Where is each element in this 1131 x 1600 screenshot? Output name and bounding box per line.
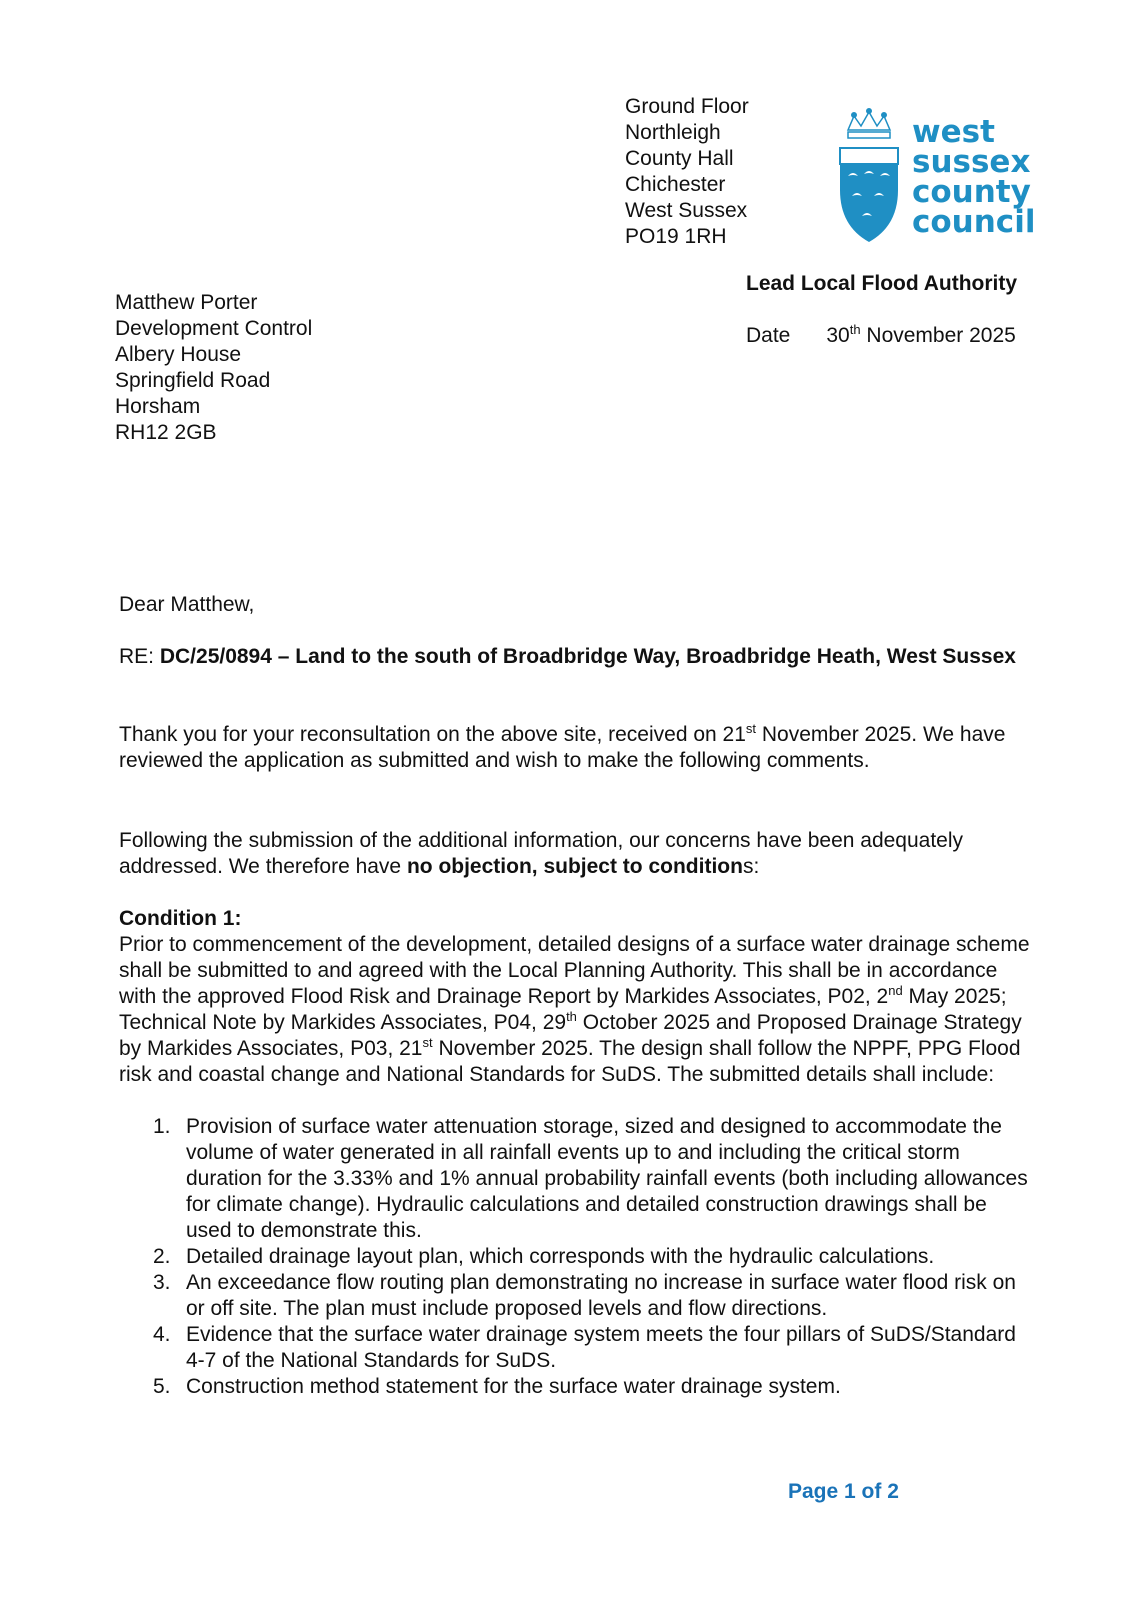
list-item-text: Detailed drainage layout plan, which corresponds with the hydraulic calculations. (186, 1245, 935, 1268)
list-item (119, 1322, 1034, 1374)
intro-text: Thank you for your reconsultation on the above site, received on 21 (119, 723, 746, 746)
page-number: Page 1 of 2 (788, 1480, 899, 1503)
logo-text-line: council (912, 204, 1036, 240)
decision-text-end: s: (742, 855, 760, 878)
list-item-number: 3. (153, 1271, 171, 1294)
list-item-number: 4. (153, 1323, 171, 1346)
list-item (119, 1270, 1034, 1322)
recipient-address (115, 290, 312, 446)
salutation: Dear Matthew, (119, 593, 255, 616)
logo-text-line: county (912, 174, 1031, 210)
list-item (119, 1374, 1034, 1400)
list-item-number: 5. (153, 1375, 171, 1398)
sender-address-line: Ground Floor (625, 95, 749, 118)
list-item-text: Evidence that the surface water drainage system meets the four pillars of SuDS/Standard 4-7 of the National Standards for SuDS. (186, 1323, 1016, 1372)
sender-address-line: County Hall (625, 147, 734, 170)
list-item-number: 1. (153, 1115, 171, 1138)
date-label: Date (746, 324, 791, 347)
sender-address-line: PO19 1RH (625, 225, 727, 248)
condition-text-part: May 2025; Technical Note by Markides Associates, P04, 29 (119, 985, 1007, 1034)
intro-paragraph (119, 722, 1034, 774)
list-item (119, 1114, 1034, 1244)
list-item-text: Construction method statement for the surface water drainage system. (186, 1375, 841, 1398)
re-subject-line (119, 644, 1034, 670)
recipient-address-line: Horsham (115, 395, 201, 418)
condition-date-suffix: th (566, 1009, 577, 1024)
recipient-address-line: Albery House (115, 343, 242, 366)
sender-address-line: Chichester (625, 173, 726, 196)
sender-address-line: West Sussex (625, 199, 748, 222)
west-sussex-county-council-logo (834, 108, 1056, 248)
re-subject: DC/25/0894 – Land to the south of Broadbridge Way, Broadbridge Heath, West Sussex (159, 645, 1016, 668)
condition-heading: Condition 1: (119, 907, 242, 930)
list-item (119, 1244, 1034, 1270)
decision-paragraph (119, 828, 1034, 880)
date-month-year: November 2025 (860, 324, 1016, 347)
logo-text-line: sussex (912, 144, 1031, 180)
logo-text-line: west (912, 114, 995, 150)
condition-requirements-list (119, 1114, 1034, 1400)
condition-date-suffix: nd (888, 983, 903, 998)
sender-address-line: Northleigh (625, 121, 721, 144)
condition-text (119, 932, 1034, 1088)
condition-text-part: October 2025 and Proposed Drainage Strategy by Markides Associates, P03, 21 (119, 1011, 1022, 1060)
date-suffix: th (849, 322, 861, 337)
authority-name: Lead Local Flood Authority (746, 272, 1018, 295)
recipient-address-line: RH12 2GB (115, 421, 217, 444)
sender-address (625, 94, 749, 250)
recipient-address-line: Development Control (115, 317, 313, 340)
list-item-number: 2. (153, 1245, 171, 1268)
decision-emphasis: no objection, subject to condition (406, 855, 743, 878)
date-day: 30 (826, 324, 850, 347)
letter-date (746, 324, 1016, 348)
decision-text: Following the submission of the additional information, our concerns have been adequately addressed. We therefore have (119, 829, 964, 878)
re-prefix: RE: (119, 645, 160, 668)
intro-date-suffix: st (745, 721, 757, 736)
list-item-text: An exceedance flow routing plan demonstrating no increase in surface water flood risk on or off site. The plan must include proposed levels and flow directions. (186, 1271, 1016, 1320)
recipient-address-line: Springfield Road (115, 369, 271, 392)
intro-text-cont: November 2025. We have reviewed the application as submitted and wish to make the following comments. (119, 723, 1006, 772)
recipient-address-line: Matthew Porter (115, 291, 258, 314)
list-item-text: Provision of surface water attenuation storage, sized and designed to accommodate the volume of water generated in all rainfall events up to and including the critical storm duration for the 3.33% and 1% annual probability rainfall events (both including allowances for climate change). Hydraulic calculations and detailed construction drawings shall be used to demonstrate this. (186, 1115, 1028, 1242)
date-value (826, 324, 1015, 347)
condition-date-suffix: st (422, 1035, 433, 1050)
condition-text-part: November 2025. The design shall follow the NPPF, PPG Flood risk and coastal change and National Standards for SuDS. The submitted details shall include: (119, 1037, 1021, 1086)
condition-text-part: Prior to commencement of the development, detailed designs of a surface water drainage scheme shall be submitted to and agreed with the Local Planning Authority. This shall be in accordance with the approved Flood Risk and Drainage Report by Markides Associates, P02, 2 (119, 933, 1030, 1008)
